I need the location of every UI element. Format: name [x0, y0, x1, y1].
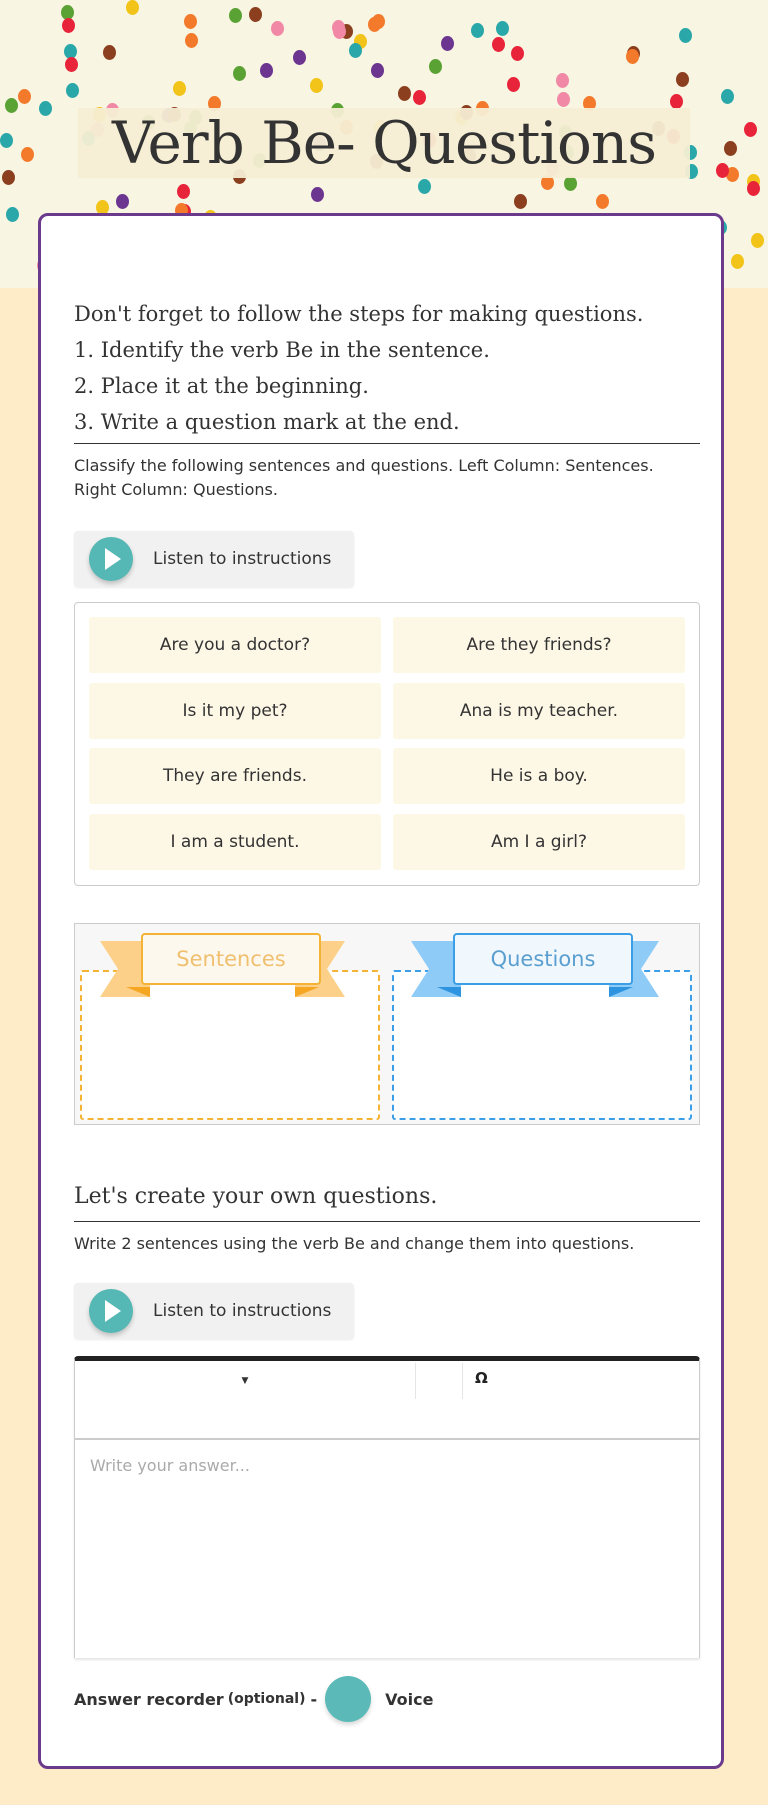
category-label-questions: Questions — [453, 933, 633, 985]
recorder-optional: (optional) — [227, 1691, 306, 1707]
confetti-dot — [103, 45, 116, 60]
confetti-dot — [556, 73, 569, 88]
play-icon — [89, 1289, 133, 1333]
category-label-sentences: Sentences — [141, 933, 321, 985]
worksheet-card — [38, 213, 724, 1769]
confetti-dot — [6, 207, 19, 222]
divider — [74, 1221, 700, 1222]
recorder-label: Answer recorder — [74, 1689, 224, 1709]
section-heading: Let's create your own questions. — [74, 1184, 438, 1209]
confetti-dot — [511, 46, 524, 61]
listen-instructions-button[interactable] — [74, 531, 354, 587]
rich-text-editor — [74, 1356, 700, 1658]
word-bank — [74, 602, 700, 886]
confetti-dot — [557, 92, 570, 107]
listen-label: Listen to instructions — [153, 1301, 332, 1321]
intro-text — [74, 296, 643, 440]
confetti-dot — [429, 59, 442, 74]
confetti-dot — [371, 63, 384, 78]
intro-line: Don't forget to follow the steps for making questions. — [74, 302, 644, 326]
confetti-dot — [65, 57, 78, 72]
confetti-dot — [310, 78, 323, 93]
page-title: Verb Be- Questions — [111, 109, 657, 177]
record-voice-button[interactable] — [325, 1676, 371, 1722]
confetti-dot — [173, 81, 186, 96]
draggable-chip[interactable]: They are friends. — [89, 748, 381, 804]
answer-input[interactable] — [75, 1440, 699, 1658]
confetti-dot — [418, 179, 431, 194]
confetti-dot — [184, 14, 197, 29]
confetti-dot — [721, 89, 734, 104]
confetti-dot — [126, 0, 139, 15]
confetti-dot — [496, 21, 509, 36]
classify-instructions: Classify the following sentences and questions. Left Column: Sentences. Right Column: Questions. — [74, 456, 654, 499]
recorder-dash: - — [310, 1689, 318, 1709]
confetti-dot — [679, 28, 692, 43]
confetti-dot — [731, 254, 744, 269]
confetti-dot — [471, 23, 484, 38]
confetti-dot — [368, 17, 381, 32]
toolbar-separator — [415, 1363, 416, 1399]
confetti-dot — [311, 187, 324, 202]
confetti-dot — [670, 94, 683, 109]
confetti-dot — [332, 20, 345, 35]
confetti-dot — [62, 18, 75, 33]
play-icon — [89, 537, 133, 581]
confetti-dot — [413, 90, 426, 105]
draggable-chip[interactable]: Am I a girl? — [393, 814, 685, 870]
answer-recorder — [74, 1676, 433, 1722]
confetti-dot — [398, 86, 411, 101]
confetti-dot — [18, 89, 31, 104]
voice-label: Voice — [385, 1689, 434, 1709]
intro-line: 2. Place it at the beginning. — [74, 374, 369, 398]
confetti-dot — [507, 77, 520, 92]
intro-line: 1. Identify the verb Be in the sentence. — [74, 338, 490, 362]
caret-down-icon: ▼ — [241, 1376, 249, 1386]
listen-instructions-button[interactable] — [74, 1283, 354, 1339]
confetti-dot — [747, 181, 760, 196]
draggable-chip[interactable]: Are they friends? — [393, 617, 685, 673]
draggable-chip[interactable]: I am a student. — [89, 814, 381, 870]
confetti-dot — [596, 194, 609, 209]
editor-toolbar — [75, 1361, 699, 1440]
special-character-button[interactable]: Ω — [475, 1369, 488, 1387]
confetti-dot — [492, 37, 505, 52]
confetti-dot — [66, 83, 79, 98]
confetti-dot — [233, 66, 246, 81]
sorting-area — [74, 923, 700, 1125]
confetti-dot — [564, 176, 577, 191]
intro-line: 3. Write a question mark at the end. — [74, 410, 460, 434]
listen-label: Listen to instructions — [153, 549, 332, 569]
draggable-chip[interactable]: Ana is my teacher. — [393, 683, 685, 739]
confetti-dot — [349, 43, 362, 58]
confetti-dot — [249, 7, 262, 22]
confetti-dot — [626, 49, 639, 64]
toolbar-separator — [462, 1363, 463, 1399]
confetti-dot — [514, 194, 527, 209]
divider — [74, 443, 700, 444]
confetti-dot — [185, 33, 198, 48]
format-dropdown[interactable] — [75, 1361, 415, 1401]
draggable-chip[interactable]: Are you a doctor? — [89, 617, 381, 673]
confetti-dot — [116, 194, 129, 209]
confetti-dot — [260, 63, 273, 78]
draggable-chip[interactable]: Is it my pet? — [89, 683, 381, 739]
confetti-dot — [293, 50, 306, 65]
confetti-dot — [271, 21, 284, 36]
write-instructions: Write 2 sentences using the verb Be and change them into questions. — [74, 1234, 635, 1253]
confetti-dot — [751, 233, 764, 248]
confetti-dot — [676, 72, 689, 87]
confetti-dot — [229, 8, 242, 23]
draggable-chip[interactable]: He is a boy. — [393, 748, 685, 804]
confetti-dot — [441, 36, 454, 51]
confetti-dot — [177, 184, 190, 199]
